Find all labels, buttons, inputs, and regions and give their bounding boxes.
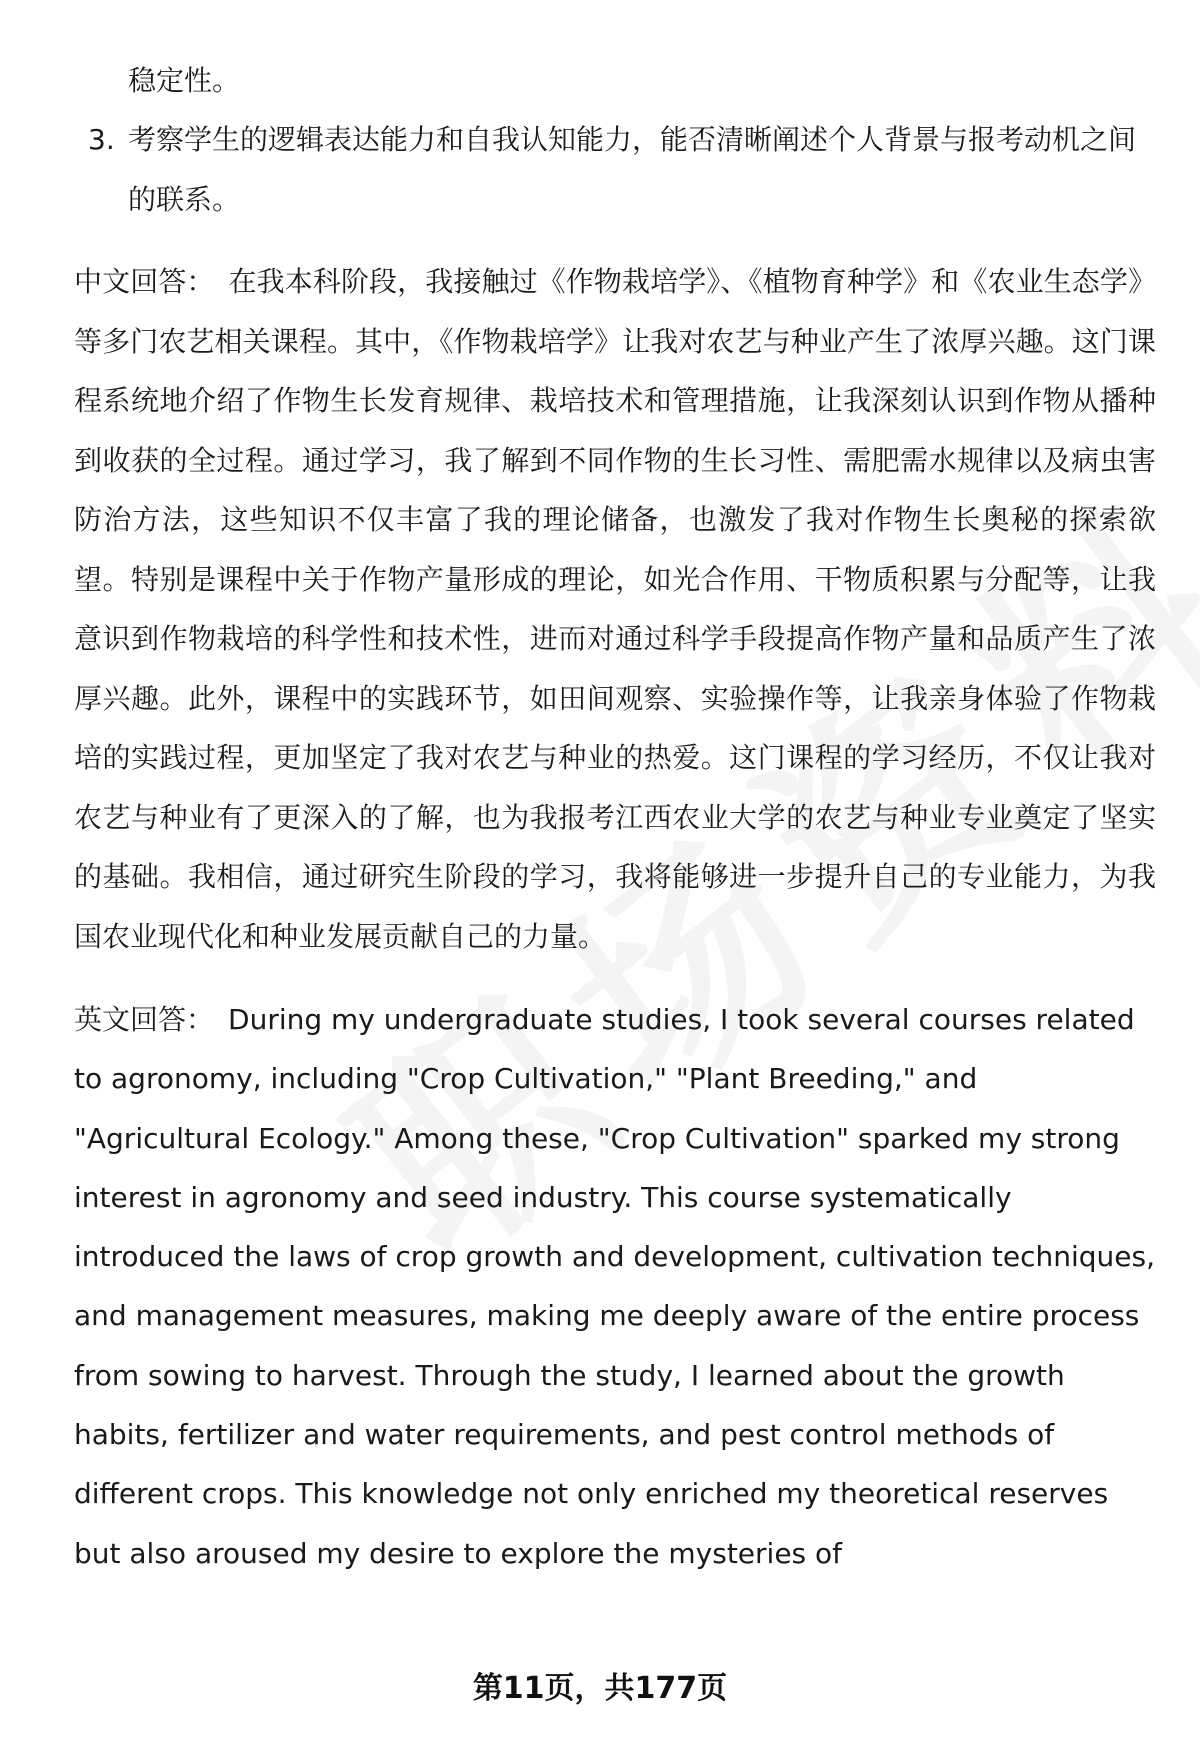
list-item-continuation: 稳定性。 bbox=[128, 64, 241, 97]
english-answer-text: During my undergraduate studies, I took several courses related to agronomy, including "Crop Cultivation," "Plant Breeding," and "Agricultural Ecology." Among these, "Crop Cultivation" sparked my strong interest in agronomy and seed industry. This course systematically introduced the laws of crop growth and development, cultivation techniques, and management measures, making me deeply aware of the entire process from sowing to harvest. Through the study, I learned about the growth habits, fertilizer and water requirements, and pest control methods of different crops. This knowledge not only enriched my theoretical reserves but also aroused my desire to explore the mysteries of bbox=[74, 1003, 1155, 1570]
list-item-3 bbox=[74, 110, 1156, 230]
list-item-text: 考察学生的逻辑表达能力和自我认知能力，能否清晰阐述个人背景与报考动机之间的联系。 bbox=[128, 123, 1137, 216]
page-number-footer: 第11页，共177页 bbox=[472, 1671, 728, 1706]
chinese-answer-label: 中文回答： bbox=[74, 265, 215, 298]
chinese-answer-paragraph bbox=[74, 252, 1156, 966]
english-answer-label: 英文回答： bbox=[74, 1003, 215, 1036]
page-content bbox=[74, 52, 1156, 1583]
list-item-number: 3. bbox=[88, 123, 115, 156]
english-answer-paragraph bbox=[74, 990, 1156, 1583]
chinese-answer-text: 在我本科阶段，我接触过《作物栽培学》、《植物育种学》和《农业生态学》等多门农艺相关课程。其中，《作物栽培学》让我对农艺与种业产生了浓厚兴趣。这门课程系统地介绍了作物生长发育规律、栽培技术和管理措施，让我深刻认识到作物从播种到收获的全过程。通过学习，我了解到不同作物的生长习性、需肥需水规律以及病虫害防治方法，这些知识不仅丰富了我的理论储备，也激发了我对作物生长奥秘的探索欲望。特别是课程中关于作物产量形成的理论，如光合作用、干物质积累与分配等，让我意识到作物栽培的科学性和技术性，进而对通过科学手段提高作物产量和品质产生了浓厚兴趣。此外，课程中的实践环节，如田间观察、实验操作等，让我亲身体验了作物栽培的实践过程，更加坚定了我对农艺与种业的热爱。这门课程的学习经历，不仅让我对农艺与种业有了更深入的了解，也为我报考江西农业大学的农艺与种业专业奠定了坚实的基础。我相信，通过研究生阶段的学习，我将能够进一步提升自己的专业能力，为我国农业现代化和种业发展贡献自己的力量。 bbox=[74, 265, 1156, 953]
